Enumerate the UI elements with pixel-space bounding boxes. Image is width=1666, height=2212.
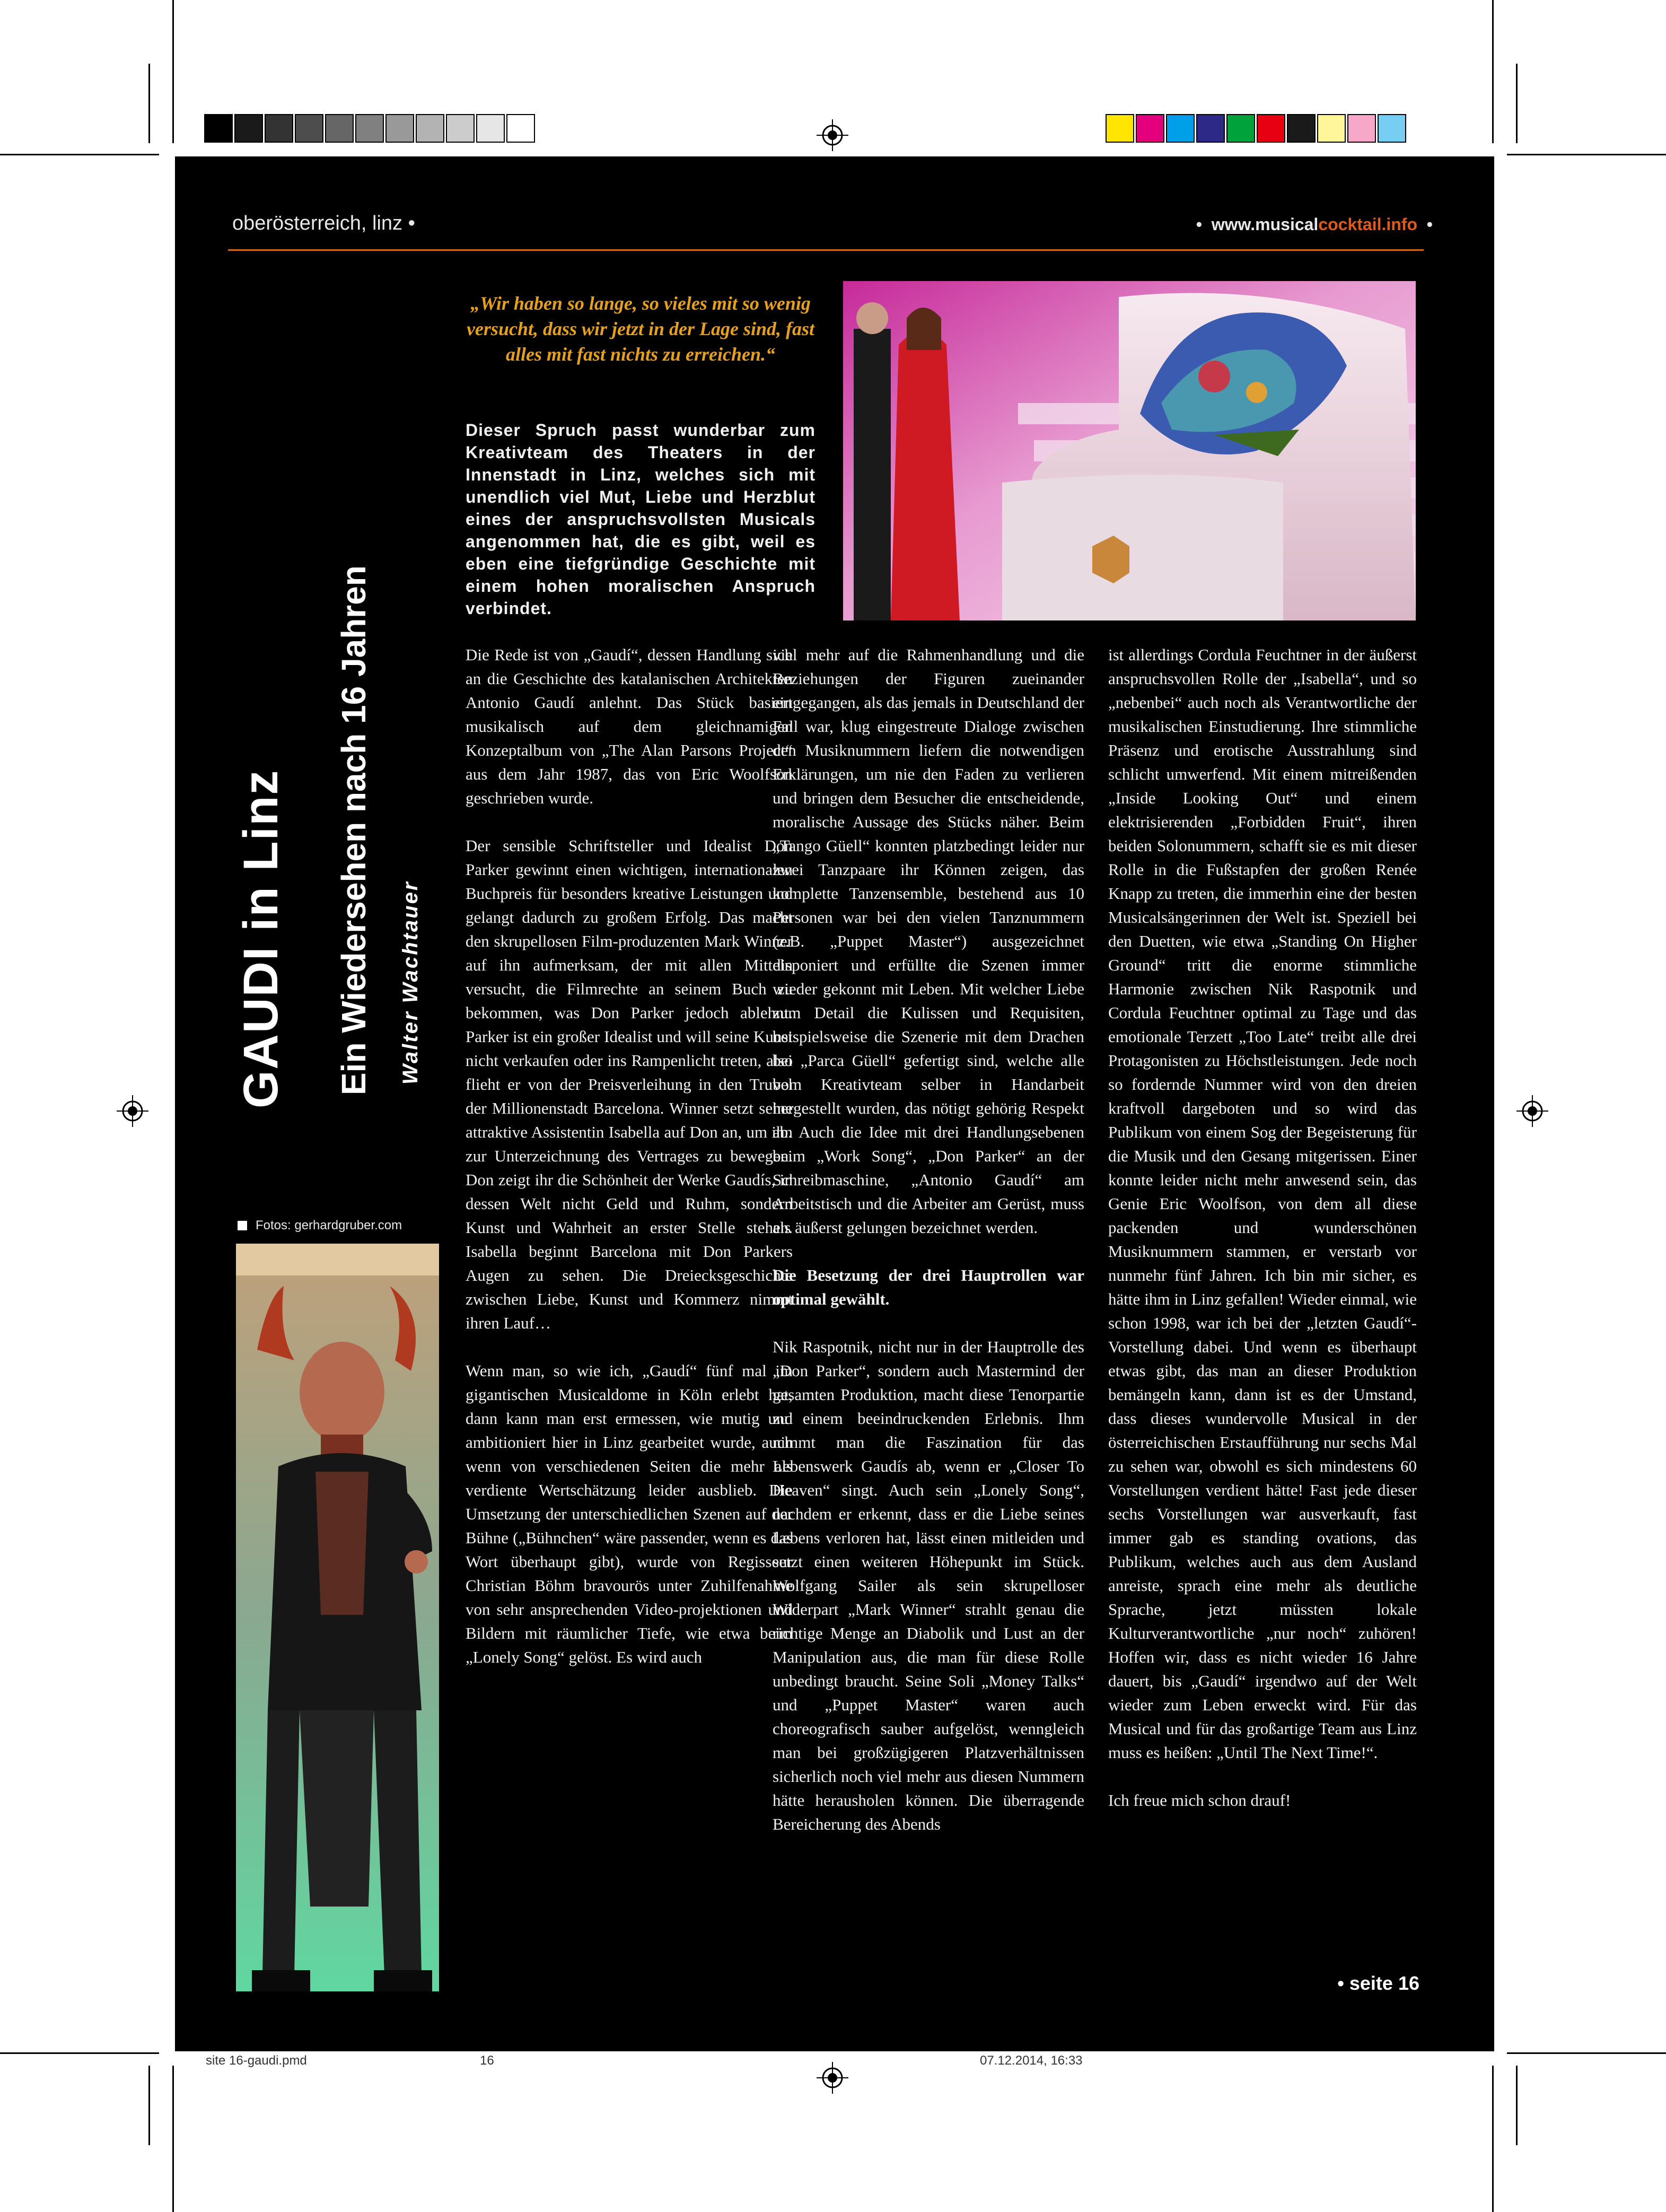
color-swatch: [1378, 114, 1406, 143]
actor-photo: [236, 1244, 439, 1991]
gray-swatch: [325, 114, 354, 143]
registration-mark-right: [1516, 1095, 1548, 1127]
pull-quote: „Wir haben so lange, so vieles mit so wenig versucht, dass wir jetzt in der Lage sind, fast alles mit fast nichts zu erreichen.“: [466, 293, 815, 365]
paragraph: viel mehr auf die Rahmenhandlung und die Beziehungen der Figuren zueinander eingegangen, als das jemals in Deutschland der Fall war, klug eingestreute Dialoge zwischen den Musiknummern liefern die notwendigen Erklärungen, um nie den Faden zu verlieren und bringen dem Besucher die entscheidende, moralische Aussage des Stücks näher. Beim „Tango Güell“ konnten platzbedingt leider nur zwei Tanzpaare ihr Können zeigen, das komplette Tanzensemble, bestehend aus 10 Personen war bei den vielen Tanznummern (z.B. „Puppet Master“) ausgezeichnet disponiert und erfüllte die Szenen immer wieder gekonnt mit Leben. Mit welcher Liebe zum Detail die Kulissen und Requisiten, beispielsweise die Szenerie mit dem Drachen bei „Parca Güell“ gefertigt sind, welche alle vom Kreativteam selber in Handarbeit hergestellt wurden, das nötigt gehörig Respekt ab. Auch die Idee mit drei Handlungsebenen beim „Work Song“, „Don Parker“ an der Schreibmaschine, „Antonio Gaudí“ am Arbeitstisch und die Arbeiter am Gerüst, muss als äußerst gelungen bezeichnet werden.: [773, 645, 1084, 1237]
color-swatch: [1317, 114, 1346, 143]
article-subtitle: Ein Wiedersehen nach 16 Jahren: [335, 565, 373, 1095]
paragraph: Nik Raspotnik, nicht nur in der Hauptrolle des „Don Parker“, sondern auch Mastermind der gesamten Produktion, macht diese Tenorpartie zu einem beeindruckenden Erlebnis. Ihm nimmt man die Faszination für das Lebenswerk Gaudís ab, wenn er „Closer To Heaven“ singt. Auch sein „Lonely Song“, nachdem er erkennt, dass er die Liebe seines Lebens verloren hat, lässt einen mitleiden und setzt einen weiteren Höhepunkt im Stück. Wolfgang Sailer als sein skrupelloser Widerpart „Mark Winner“ strahlt genau die richtige Menge an Diabolik und Lust an der Manipulation aus, die man für diese Rolle unbedingt braucht. Seine Soli „Money Talks“ und „Puppet Master“ waren auch choreografisch sauber aufgelöst, wenngleich man bei großzügigeren Platzverhältnissen sicherlich noch viel mehr aus diesen Nummern hätte herausholen können. Die überragende Bereicherung des Abends: [773, 1337, 1084, 1833]
photo-credit: Fotos: gerhardgruber.com: [238, 1218, 402, 1233]
stage-photo: [843, 281, 1416, 620]
paragraph-bold-heading: Die Besetzung der drei Hauptrollen war optimal gewählt.: [773, 1266, 1084, 1308]
gray-swatch: [506, 114, 535, 143]
gray-swatch: [204, 114, 233, 143]
registration-mark-left: [117, 1095, 148, 1127]
gray-swatch: [416, 114, 444, 143]
gray-swatch: [295, 114, 323, 143]
square-bullet-icon: [238, 1221, 247, 1230]
color-swatch: [1166, 114, 1195, 143]
gray-swatch: [265, 114, 293, 143]
paragraph: Der sensible Schriftsteller und Idealist Don Parker gewinnt einen wichtigen, internationalen Buchpreis für besonders kreative Leistungen und gelangt dadurch zu großem Erfolg. Das macht den skrupellosen Film-produzenten Mark Winner auf ihn aufmerksam, der mit allen Mitteln versucht, die Filmrechte an seinem Buch zu bekommen, was Don Parker jedoch ablehnt. Parker ist ein großer Idealist und will seine Kunst nicht verkaufen oder ins Rampenlicht treten, also flieht er von der Preisverleihung in den Trubel der Millionenstadt Barcelona. Winner setzt seine attraktive Assistentin Isabella auf Don an, um ihn zur Unterzeichnung des Vertrages zu bewegen. Don zeigt ihr die Schönheit der Werke Gaudís, in dessen Welt nicht Geld und Ruhm, sondern Kunst und Wahrheit an erster Stelle stehen. Isabella beginnt Barcelona mit Don Parkers Augen zu sehen. Die Dreiecksgeschichte zwischen Liebe, Kunst und Kommerz nimmt ihren Lauf…: [466, 836, 793, 1332]
paragraph: ist allerdings Cordula Feuchtner in der äußerst anspruchsvollen Rolle der „Isabella“, und so „nebenbei“ auch noch als Verantwortliche der musikalischen Einstudierung. Ihre stimmliche Präsenz und erotische Ausstrahlung sind schlicht umwerfend. Mit einem mitreißenden „Inside Looking Out“ und einem elektrisierenden „Forbidden Fruit“, ihren beiden Solonummern, schafft sie es mit dieser Rolle in die Fußstapfen der großen Renée Knapp zu treten, die immerhin eine der besten Musicalsängerinnen der Welt ist. Speziell bei den Duetten, wie etwa „Standing On Higher Ground“ tritt die enorme stimmliche Harmonie zwischen Nik Raspotnik und Cordula Feuchtner optimal zu Tage und das emotionale Terzett „Too Late“ treibt alle drei Protagonisten zu Höchstleistungen. Jede noch so fordernde Nummer wird von den dreien kraftvoll dargeboten und so wird das Publikum von einem Sog der Begeisterung für die Musik und den Gesang mitgerissen. Einer konnte leider nicht mehr anwesend sein, das Genie Eric Woolfson, von dem all diese packenden und wunderschönen Musiknummern stammen, er verstarb vor nunmehr fünf Jahren. Ich bin mir sicher, es hätte ihm in Linz gefallen! Wieder einmal, wie schon 1998, war ich bei der „letzten Gaudí“-Vorstellung dabei. Und wenn es überhaupt etwas gibt, das man an dieser Produktion bemängeln kann, dann ist es der Umstand, dass dieses wundervolle Musical in der österreichischen Erstaufführung nur sechs Mal zu sehen war, obwohl es sich mindestens 60 Vorstellungen verdient hätte! Fast jede dieser sechs Vorstellungen war ausverkauft, fast immer gab es standing ovations, das Publikum, welches auch aus dem Ausland anreiste, sprach eine mehr als deutliche Sprache, jetzt müssten lokale Kulturverantwortliche „nur noch“ zuhören! Hoffen wir, dass es nicht wieder 16 Jahre dauert, bis „Gaudí“ irgendwo auf der Welt wieder zum Leben erweckt wird. Für das Musical und für das großartige Team aus Linz muss es heißen: „Until The Next Time!“.: [1108, 645, 1417, 1762]
gray-swatch: [446, 114, 475, 143]
lead-paragraph: Dieser Spruch passt wunderbar zum Kreativteam des Theaters in der Innenstadt in Linz, welches sich mit unendlich viel Mut, Liebe und Herzblut eines der anspruchsvollsten Musicals angenommen hat, die es gibt, weil es eben eine tiefgründige Geschichte mit einem hohen moralischen Anspruch verbindet.: [466, 421, 816, 618]
color-swatch: [1347, 114, 1376, 143]
color-swatch: [1257, 114, 1285, 143]
slug-filename: site 16-gaudi.pmd: [206, 2053, 307, 2068]
section-header: oberösterreich, linz •: [232, 212, 415, 234]
color-swatch: [1287, 114, 1316, 143]
text-column-2: [773, 643, 1084, 1860]
article-title: GAUDI in Linz: [234, 769, 288, 1108]
color-swatch: [1136, 114, 1164, 143]
site-url: • www.musicalcocktail.info •: [1196, 215, 1433, 234]
registration-mark-bottom: [817, 2062, 848, 2094]
article-author: Walter Wachtauer: [399, 880, 422, 1085]
gray-swatch: [476, 114, 505, 143]
slug-page: 16: [480, 2053, 494, 2068]
slug-date: 07.12.2014, 16:33: [980, 2053, 1083, 2068]
paragraph: Ich freue mich schon drauf!: [1108, 1791, 1291, 1809]
paragraph: Die Rede ist von „Gaudí“, dessen Handlung sich an die Geschichte des katalanischen Architekten Antonio Gaudí anlehnt. Das Stück basiert musikalisch auf dem gleichnamigen Konzeptalbum von „The Alan Parsons Project“ aus dem Jahr 1987, das von Eric Woolfson geschrieben wurde.: [466, 645, 793, 807]
page-number: • seite 16: [1337, 1972, 1419, 1994]
gray-swatch: [385, 114, 414, 143]
text-column-1: [466, 643, 793, 1693]
gray-swatch: [355, 114, 384, 143]
color-swatch: [1196, 114, 1225, 143]
text-column-3: [1108, 643, 1417, 1836]
color-swatch: [1106, 114, 1134, 143]
gray-swatch: [234, 114, 263, 143]
color-swatch: [1226, 114, 1255, 143]
paragraph: Wenn man, so wie ich, „Gaudí“ fünf mal im gigantischen Musicaldome in Köln erlebt hat, dann kann man erst ermessen, wie mutig und ambitioniert hier in Linz gearbeitet wurde, auch wenn von verschiedenen Seiten die mehr als verdiente Wertschätzung leider ausblieb. Die Umsetzung der unterschiedlichen Szenen auf der Bühne („Bühnchen“ wäre passender, wenn es das Wort überhaupt gibt), wurde von Regisseur Christian Böhm bravourös unter Zuhilfenahme von sehr ansprechenden Video-projektionen und Bildern mit räumlicher Tiefe, wie etwa beim „Lonely Song“ gelöst. Es wird auch: [466, 1361, 793, 1666]
header-divider: [228, 249, 1424, 251]
registration-mark-top: [817, 119, 848, 151]
